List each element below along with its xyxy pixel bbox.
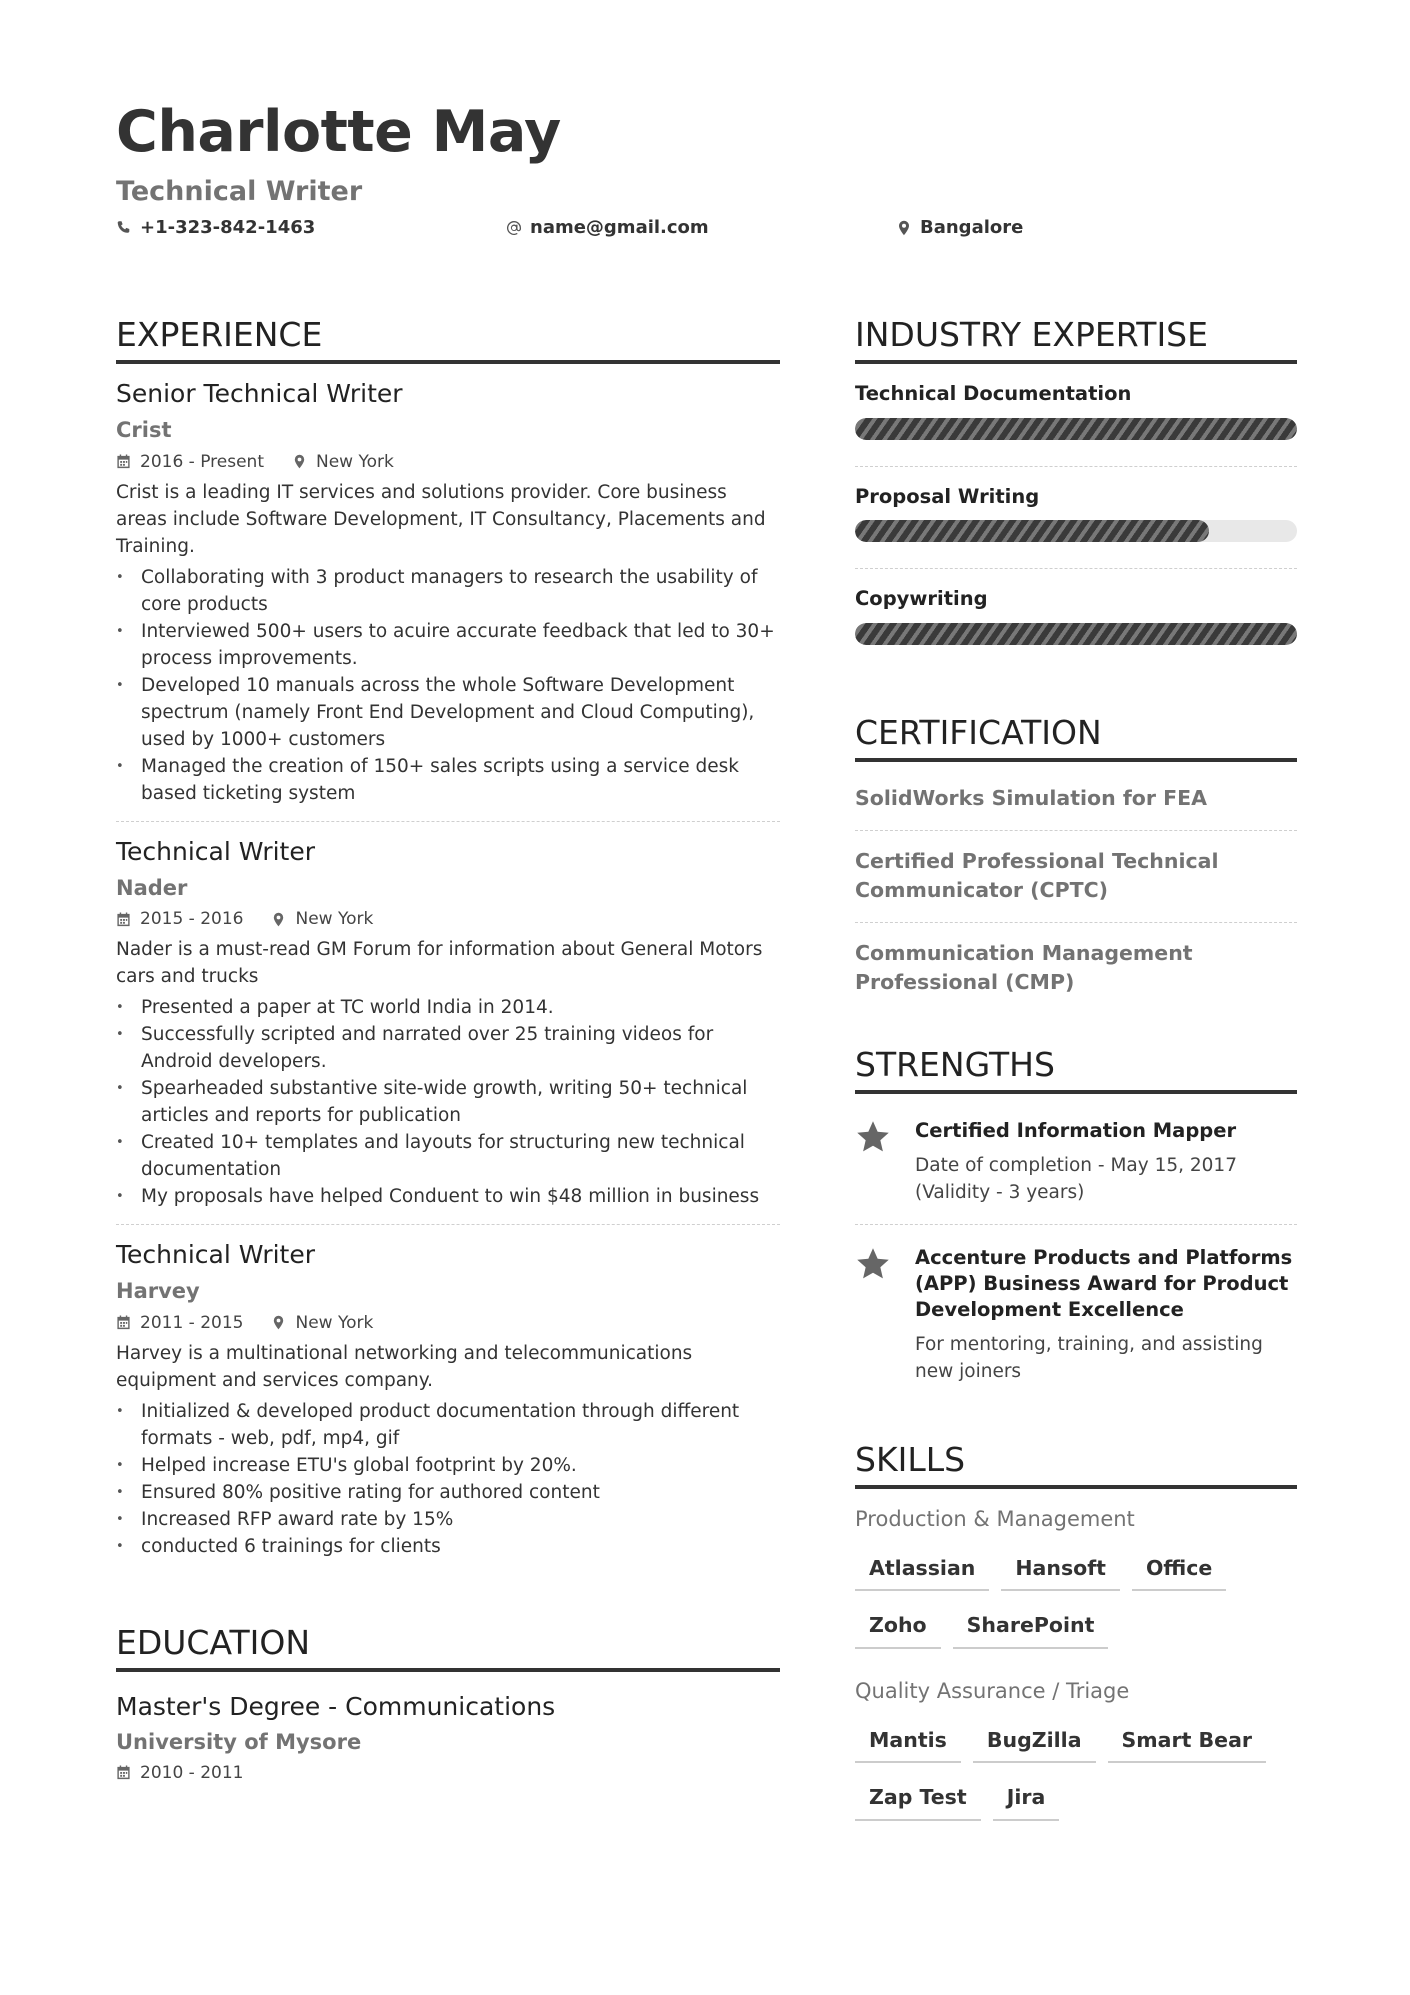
section-title-skills: SKILLS xyxy=(855,1443,1297,1489)
job-location: New York xyxy=(295,909,374,929)
skill-tags xyxy=(855,1718,1297,1833)
location-pin-icon xyxy=(896,220,912,236)
job-bullet: • My proposals have helped Conduent to win $48 million in business xyxy=(116,1183,780,1210)
job-bullet: • Presented a paper at TC world India in 2014. xyxy=(116,994,780,1021)
job-bullet: • Helped increase ETU's global footprint by 20%. xyxy=(116,1452,780,1479)
job-bullet: • Collaborating with 3 product managers to research the usability of core products xyxy=(116,564,780,618)
certification-list xyxy=(855,762,1297,1014)
expertise-item xyxy=(855,568,1297,671)
job-entry xyxy=(116,364,780,821)
email-text[interactable]: name@gmail.com xyxy=(530,217,709,238)
job-entry xyxy=(116,1224,780,1574)
skill-tag: Zoho xyxy=(855,1603,941,1649)
section-title-expertise: INDUSTRY EXPERTISE xyxy=(855,318,1297,364)
job-description: Nader is a must-read GM Forum for information about General Motors cars and trucks xyxy=(116,939,763,987)
strengths-list xyxy=(855,1094,1297,1403)
strength-title: Certified Information Mapper xyxy=(915,1118,1237,1142)
section-title-experience: EXPERIENCE xyxy=(116,318,780,364)
skills-section xyxy=(855,1439,1297,1833)
job-bullet: • Created 10+ templates and layouts for structuring new technical documentation xyxy=(116,1129,780,1183)
expertise-item xyxy=(855,364,1297,466)
job-title: Technical Writer xyxy=(116,1240,316,1269)
contact-phone xyxy=(116,219,315,237)
skill-category: Quality Assurance / Triage xyxy=(855,1678,1130,1703)
job-dates: 2015 - 2016 xyxy=(140,909,244,929)
strength-description: Date of completion - May 15, 2017 (Validity - 3 years) xyxy=(915,1154,1237,1203)
at-icon xyxy=(506,220,522,236)
skill-tag: Smart Bear xyxy=(1108,1718,1266,1764)
calendar-icon xyxy=(116,1765,131,1780)
expertise-item xyxy=(855,466,1297,569)
job-description: Crist is a leading IT services and solutions provider. Core business areas include Software Development, IT Consultancy, Placements and Training. xyxy=(116,481,766,557)
job-meta xyxy=(116,909,780,929)
strength-description: For mentoring, training, and assisting new joiners xyxy=(915,1333,1263,1382)
section-title-certification: CERTIFICATION xyxy=(855,716,1297,762)
location-pin-icon xyxy=(271,1315,286,1330)
job-company: Harvey xyxy=(116,1279,200,1304)
job-location: New York xyxy=(316,451,394,472)
education-degree: Master's Degree - Communications xyxy=(116,1691,556,1721)
expertise-list xyxy=(855,364,1297,671)
job-location: New York xyxy=(295,1312,374,1333)
certification-section xyxy=(855,712,1297,1014)
skill-tag: Jira xyxy=(993,1775,1060,1821)
job-title: Technical Writer xyxy=(116,836,316,866)
expertise-bar xyxy=(855,623,1297,645)
skill-tag: Hansoft xyxy=(1001,1546,1120,1592)
job-bullets xyxy=(116,1398,780,1560)
job-bullet: • Ensured 80% positive rating for authored content xyxy=(116,1479,780,1506)
skill-tag: Office xyxy=(1132,1546,1226,1592)
job-bullet: • Increased RFP award rate by 15% xyxy=(116,1506,780,1533)
skill-tag: Zap Test xyxy=(855,1775,981,1821)
expertise-label: Technical Documentation xyxy=(855,382,1132,405)
skill-tags xyxy=(855,1546,1297,1661)
job-dates: 2016 - Present xyxy=(140,451,264,472)
star-icon xyxy=(855,1246,891,1282)
job-bullet: • Successfully scripted and narrated over 25 training videos for Android developers. xyxy=(116,1021,780,1075)
location-pin-icon xyxy=(292,454,307,469)
strength-item xyxy=(855,1224,1297,1403)
skill-tag: BugZilla xyxy=(973,1718,1096,1764)
job-title: Senior Technical Writer xyxy=(116,379,403,408)
skill-tag: Atlassian xyxy=(855,1546,989,1592)
job-bullet: • Initialized & developed product documentation through different formats - web, pdf, mp4, gif xyxy=(116,1398,780,1452)
strength-title: Accenture Products and Platforms (APP) Business Award for Product Development Excellence xyxy=(915,1245,1293,1321)
job-bullets xyxy=(116,564,780,807)
phone-text[interactable]: +1-323-842-1463 xyxy=(140,217,316,238)
candidate-name: Charlotte May xyxy=(116,99,561,165)
expertise-label: Proposal Writing xyxy=(855,484,1040,508)
phone-icon xyxy=(116,220,132,236)
expertise-bar-fill xyxy=(855,418,1297,440)
expertise-bar-fill xyxy=(855,520,1209,542)
job-entry xyxy=(116,821,780,1225)
location-pin-icon xyxy=(271,912,286,927)
job-bullet: • Interviewed 500+ users to acuire accurate feedback that led to 30+ process improvements. xyxy=(116,618,780,672)
certification-item: SolidWorks Simulation for FEA xyxy=(855,785,1207,810)
section-title-education: EDUCATION xyxy=(116,1626,780,1672)
certification-item: Communication Management Professional (CMP) xyxy=(855,922,1297,1014)
certification-item: Certified Professional Technical Communicator (CPTC) xyxy=(855,830,1297,922)
location-text: Bangalore xyxy=(920,217,1024,238)
expertise-label: Copywriting xyxy=(855,587,988,610)
education-meta xyxy=(116,1763,780,1783)
skill-tag: SharePoint xyxy=(953,1603,1109,1649)
calendar-icon xyxy=(116,1315,131,1330)
contact-location xyxy=(896,219,1023,237)
job-bullet: • Developed 10 manuals across the whole Software Development spectrum (namely Front End Development and Cloud Computing), used by 1000+ customers xyxy=(116,672,780,753)
contact-email xyxy=(506,219,709,237)
skills-list xyxy=(855,1507,1297,1833)
job-bullet: • Managed the creation of 150+ sales scripts using a service desk based ticketing system xyxy=(116,753,780,807)
skill-category: Production & Management xyxy=(855,1506,1135,1531)
experience-list xyxy=(116,364,780,1574)
strengths-section xyxy=(855,1044,1297,1403)
job-bullets xyxy=(116,994,780,1210)
left-column xyxy=(116,315,780,1783)
job-company: Crist xyxy=(116,418,172,443)
job-meta xyxy=(116,452,780,472)
job-dates: 2011 - 2015 xyxy=(140,1312,244,1333)
job-company: Nader xyxy=(116,875,188,900)
expertise-bar xyxy=(855,520,1297,542)
strength-item xyxy=(855,1094,1297,1224)
expertise-bar xyxy=(855,418,1297,440)
job-bullet: • conducted 6 trainings for clients xyxy=(116,1533,780,1560)
star-icon xyxy=(855,1119,891,1155)
section-title-strengths: STRENGTHS xyxy=(855,1048,1297,1094)
expertise-bar-fill xyxy=(855,623,1297,645)
education-dates: 2010 - 2011 xyxy=(140,1762,244,1783)
job-bullet: • Spearheaded substantive site-wide growth, writing 50+ technical articles and reports for publication xyxy=(116,1075,780,1129)
candidate-role: Technical Writer xyxy=(116,176,363,207)
education-school: University of Mysore xyxy=(116,1729,362,1754)
right-column xyxy=(855,315,1297,1833)
calendar-icon xyxy=(116,912,131,927)
calendar-icon xyxy=(116,454,131,469)
skill-tag: Mantis xyxy=(855,1718,961,1764)
job-meta xyxy=(116,1313,780,1333)
job-description: Harvey is a multinational networking and telecommunications equipment and services company. xyxy=(116,1342,693,1391)
education-section xyxy=(116,1622,780,1783)
